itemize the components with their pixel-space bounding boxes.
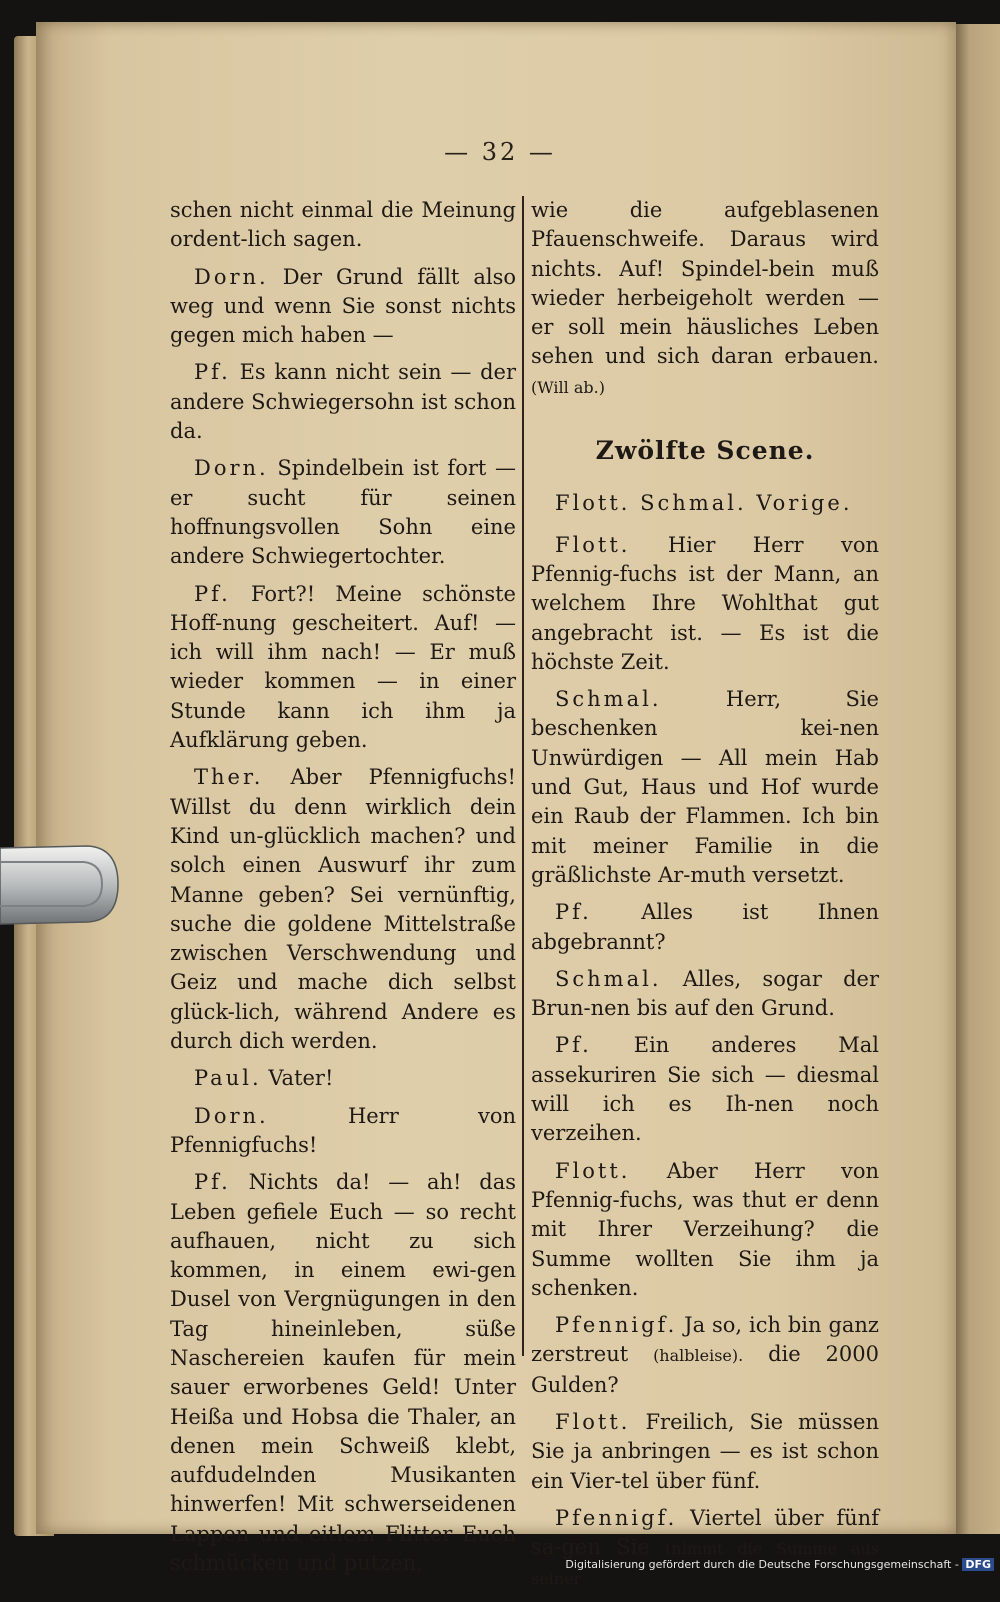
facing-page-edge [956,24,1000,1534]
speaker-name: Flott. [555,1158,631,1183]
cast-line: Flott. Schmal. Vorige. [555,491,853,516]
speaker-name: Dorn. [194,264,269,289]
speaker-name: Flott. [555,1409,631,1434]
book-clip-icon [0,840,120,930]
paragraph-text: wie die aufgeblasenen Pfauenschweife. Daraus wird nichts. Auf! Spindel-bein muß wieder herbeigeholt werden — er soll mein häusliches Leben sehen und sich daran erbauen. [531,198,879,369]
dialogue-text: Freilich, Sie müssen Sie ja anbringen — es ist schon ein Vier-tel über fünf. [531,1409,879,1493]
dialogue-line [170,358,516,446]
speaker-name: Dorn. [194,456,269,481]
dialogue-text: Ja so, ich bin ganz zerstreut [531,1313,879,1367]
speaker-name: Schmal. [555,687,662,712]
dialogue-line [170,454,516,571]
footer-text: Digitalisierung gefördert durch die Deutsche Forschungsgemeinschaft - [565,1558,959,1571]
speaker-name: Ther. [194,765,264,790]
dialogue-text: Der Grund fällt also weg und wenn Sie sonst nichts gegen mich haben — [170,264,516,348]
dfg-badge: DFG [962,1558,994,1571]
dialogue-text: Spindelbein ist fort — er sucht für seinen hoffnungsvollen Sohn eine andere Schwiegertochter. [170,456,516,569]
dialogue-line [531,1504,879,1594]
dialogue-line [531,1031,879,1148]
dialogue-text: Alles, sogar der Brun-nen bis auf den Grund. [531,966,879,1021]
dialogue-text: Ein anderes Mal assekuriren Sie sich — diesmal will ich es Ih-nen noch verzeihen. [531,1033,879,1146]
dialogue-line [531,1157,879,1303]
dialogue-text: Viertel über fünf sa-gen Sie [531,1505,879,1560]
speaker-name: Schmal. [555,966,662,991]
speaker-name: Pf. [194,360,231,385]
dialogue-text: Fort?! Meine schönste Hoff-nung gescheitert. Auf! — ich will ihm nach! — Er muß wieder kommen — in einer Stunde kann ich ihm ja Aufklärung geben. [170,581,516,753]
speaker-name: Pf. [555,1033,592,1058]
speaker-name: Pf. [555,900,592,925]
speaker-name: Pfennigf. [555,1313,678,1338]
speaker-name: Dorn. [194,1103,269,1128]
dialogue-line [170,763,516,1056]
dialogue-text: Vater! [268,1066,334,1091]
dialogue-line [531,898,879,957]
speaker-name: Pf. [194,581,231,606]
paragraph [170,196,516,255]
dialogue-line [170,1064,516,1093]
dialogue-line [531,1408,879,1496]
dialogue-text: Aber Herr von Pfennig-fuchs, was thut er denn mit Ihrer Verzeihung? die Summe wollten Sie ihm ja schenken. [531,1158,879,1300]
column-divider [522,196,524,1356]
paragraph [531,196,879,402]
dialogue-line [170,1102,516,1161]
dialogue-line [531,1311,879,1400]
dialogue-text: Nichts da! — ah! das Leben gefiele Euch — so recht aufhauen, nicht zu sich kommen, in einem ewi-gen Dusel von Vergnügungen in den Tag hineinleben, süße Naschereien kaufen für mein sauer erworbenes Geld! Unter Heißa und Hobsa die Thaler, an denen mein Schweiß klebt, aufdudelnden Musikanten hinwerfen! Mit schwerseidenen Lappen und eitlem Flitter Euch schmücken und putzen, [170,1170,516,1576]
stage-direction: (halbleise). [653,1346,744,1366]
speaker-name: Paul. [194,1066,262,1091]
dialogue-line [531,965,879,1024]
dialogue-line [531,531,879,677]
dialogue-text: Herr, Sie beschenken kei-nen Unwürdigen — All mein Hab und Gut, Haus und Hof wurde ein Raub der Flammen. Ich bin mit meiner Familie in die gräßlichste Ar-muth versetzt. [531,687,879,887]
page-number: — 32 — [444,138,556,166]
speaker-name: Pf. [194,1170,231,1195]
paragraph-text: schen nicht einmal die Meinung ordent-lich sagen. [170,198,516,252]
dialogue-text: Aber Pfennigfuchs! Willst du denn wirklich dein Kind un-glücklich machen? und solch einen Auswurf ihr zum Manne geben? Sei vernünftig, suche die goldene Mittelstraße zwischen Verschwendung und Geiz und mache dich selbst glück-lich, während Andere es durch dich werden. [170,765,516,1054]
speaker-name: Flott. [555,532,631,557]
dialogue-text: Hier Herr von Pfennig-fuchs ist der Mann, an welchem Ihre Wohlthat gut angebracht ist. — Es ist die höchste Zeit. [531,532,879,674]
stage-direction: (Will ab.) [531,377,605,397]
dialogue-line [170,263,516,351]
right-column [531,196,879,1602]
left-column [170,196,516,1586]
scene-heading: Zwölfte Scene. [595,436,815,466]
dialogue-text: Herr von Pfennigfuchs! [170,1103,516,1157]
dialogue-text: die 2000 Gulden? [531,1342,879,1397]
footer-credit [565,1558,994,1571]
dialogue-text: Es kann nicht sein — der andere Schwiegersohn ist schon da. [170,360,516,444]
dialogue-line [531,685,879,890]
dialogue-text: Alles ist Ihnen abgebrannt? [531,900,879,954]
dialogue-line [170,1168,516,1578]
dialogue-line [170,580,516,756]
stage-direction: (nimmt die Summe aus seiner [531,1539,880,1589]
speaker-name: Pfennigf. [555,1505,678,1530]
